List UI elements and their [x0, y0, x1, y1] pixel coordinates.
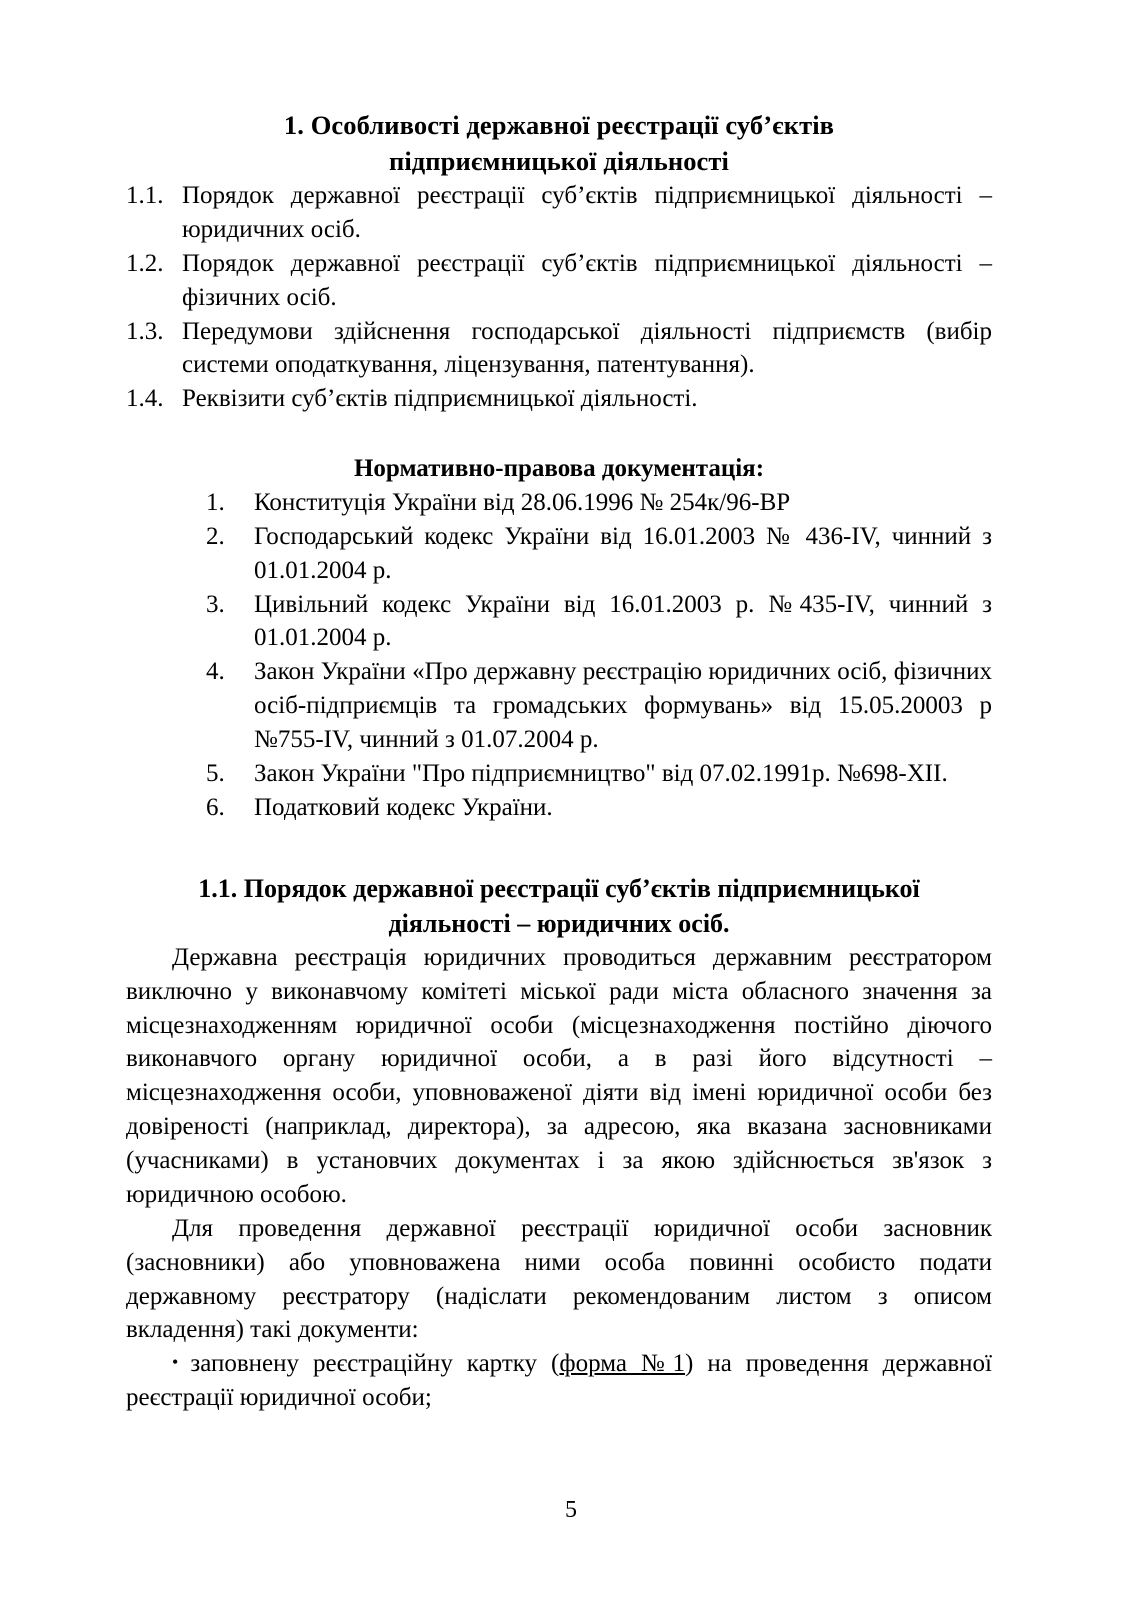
bullet-1-form-link[interactable]: форма №1 — [559, 1350, 686, 1378]
normative-item-3-number: 3. — [206, 590, 225, 618]
section-1-1-bullet-1 — [126, 1347, 992, 1415]
normative-item-1-number: 1. — [206, 488, 225, 516]
normative-list-item — [206, 655, 992, 757]
normative-list-item — [206, 588, 992, 656]
normative-list-item — [206, 791, 992, 825]
normative-heading: Нормативно-правова документація: — [353, 455, 765, 483]
bullet-1-text-after: ) на проведення державної реєстрації юридичної особи; — [126, 1350, 992, 1412]
outline-item-3-label: 1.3. — [126, 317, 164, 345]
normative-item-6-text: Податковий кодекс України. — [254, 793, 553, 821]
bullet-icon: • — [172, 1352, 179, 1373]
outline-item-4-text: Реквізити суб’єктів підприємницької діяльності. — [182, 385, 698, 413]
normative-item-3-text: Цивільний кодекс України від 16.01.2003 р. №435-IV, чинний з 01.01.2004 р. — [254, 590, 992, 652]
normative-item-2-number: 2. — [206, 522, 225, 550]
outline-item-2-label: 1.2. — [126, 249, 164, 277]
normative-item-5-text: Закон України "Про підприємництво" від 07.02.1991р. №698-XII. — [254, 759, 948, 787]
section-1-1-heading — [126, 871, 992, 941]
normative-item-6-number: 6. — [206, 793, 225, 821]
spacer-before-normative — [126, 416, 992, 452]
outline-item-4 — [126, 382, 992, 416]
normative-item-4-number: 4. — [206, 658, 225, 686]
page-number: 5 — [565, 1497, 577, 1523]
outline-item-3-text: Передумови здійснення господарської діяльності підприємств (вибір системи оподаткування, ліцензування, патентування). — [182, 317, 992, 379]
normative-list-item — [206, 486, 992, 520]
outline-item-4-label: 1.4. — [126, 385, 164, 413]
chapter-heading-line-2: підприємницької діяльності — [388, 145, 730, 176]
normative-item-1-text: Конституція України від 28.06.1996 № 254к/96-ВР — [254, 488, 791, 516]
normative-item-4-text: Закон України «Про державну реєстрацію юридичних осіб, фізичних осіб-підприємців та громадських формувань» від 15.05.20003 р №755-IV, чинний з 01.07.2004 р. — [254, 658, 992, 753]
normative-list-item — [206, 757, 992, 791]
section-1-1-heading-line-1: 1.1. Порядок державної реєстрації суб’єктів підприємницької — [198, 873, 920, 903]
outline-item-2 — [126, 247, 992, 315]
chapter-heading — [126, 108, 992, 179]
chapter-heading-line-1: 1. Особливості державної реєстрації суб’єктів — [283, 110, 835, 140]
outline-item-1 — [126, 179, 992, 247]
section-1-1-heading-line-2: діяльності – юридичних осіб. — [388, 908, 730, 938]
page-content — [126, 108, 992, 1415]
chapter-outline-list — [126, 179, 992, 416]
outline-item-3 — [126, 315, 992, 383]
section-1-1-paragraph-2: Для проведення державної реєстрації юридичної особи засновник (засновники) або уповноважена ними особа повинні особисто подати державному реєстратору (надіслати рекомендованим листом з описом вкладення) такі документи: — [126, 1214, 992, 1344]
outline-item-2-text: Порядок державної реєстрації суб’єктів підприємницької діяльності – фізичних осіб. — [182, 249, 992, 311]
outline-item-1-label: 1.1. — [126, 182, 164, 209]
section-1-1-paragraph-1: Державна реєстрація юридичних проводиться державним реєстратором виключно у виконавчому комітеті міської ради міста обласного значення за місцезнаходженням юридичної особи (місцезнаходження постійно діючого виконавчого органу юридичної особи, а в разі його відсутності – місцезнаходження особи, уповноваженої діяти від імені юридичної особи без довіреності (наприклад, директора), за адресою, яка вказана засновниками (учасниками) в установчих документах і за якою здійснюється зв'язок з юридичною особою. — [126, 943, 992, 1208]
normative-list — [126, 486, 992, 825]
normative-item-2-text: Господарський кодекс України від 16.01.2003 № 436-IV, чинний з 01.01.2004 р. — [254, 522, 992, 584]
outline-item-1-text: Порядок державної реєстрації суб’єктів підприємницької діяльності – юридичних осіб. — [182, 182, 992, 243]
bullet-1-text-before: заповнену реєстраційну картку ( — [190, 1350, 560, 1378]
spacer-before-section-1-1 — [126, 825, 992, 871]
normative-list-item — [206, 520, 992, 588]
normative-item-5-number: 5. — [206, 759, 225, 787]
